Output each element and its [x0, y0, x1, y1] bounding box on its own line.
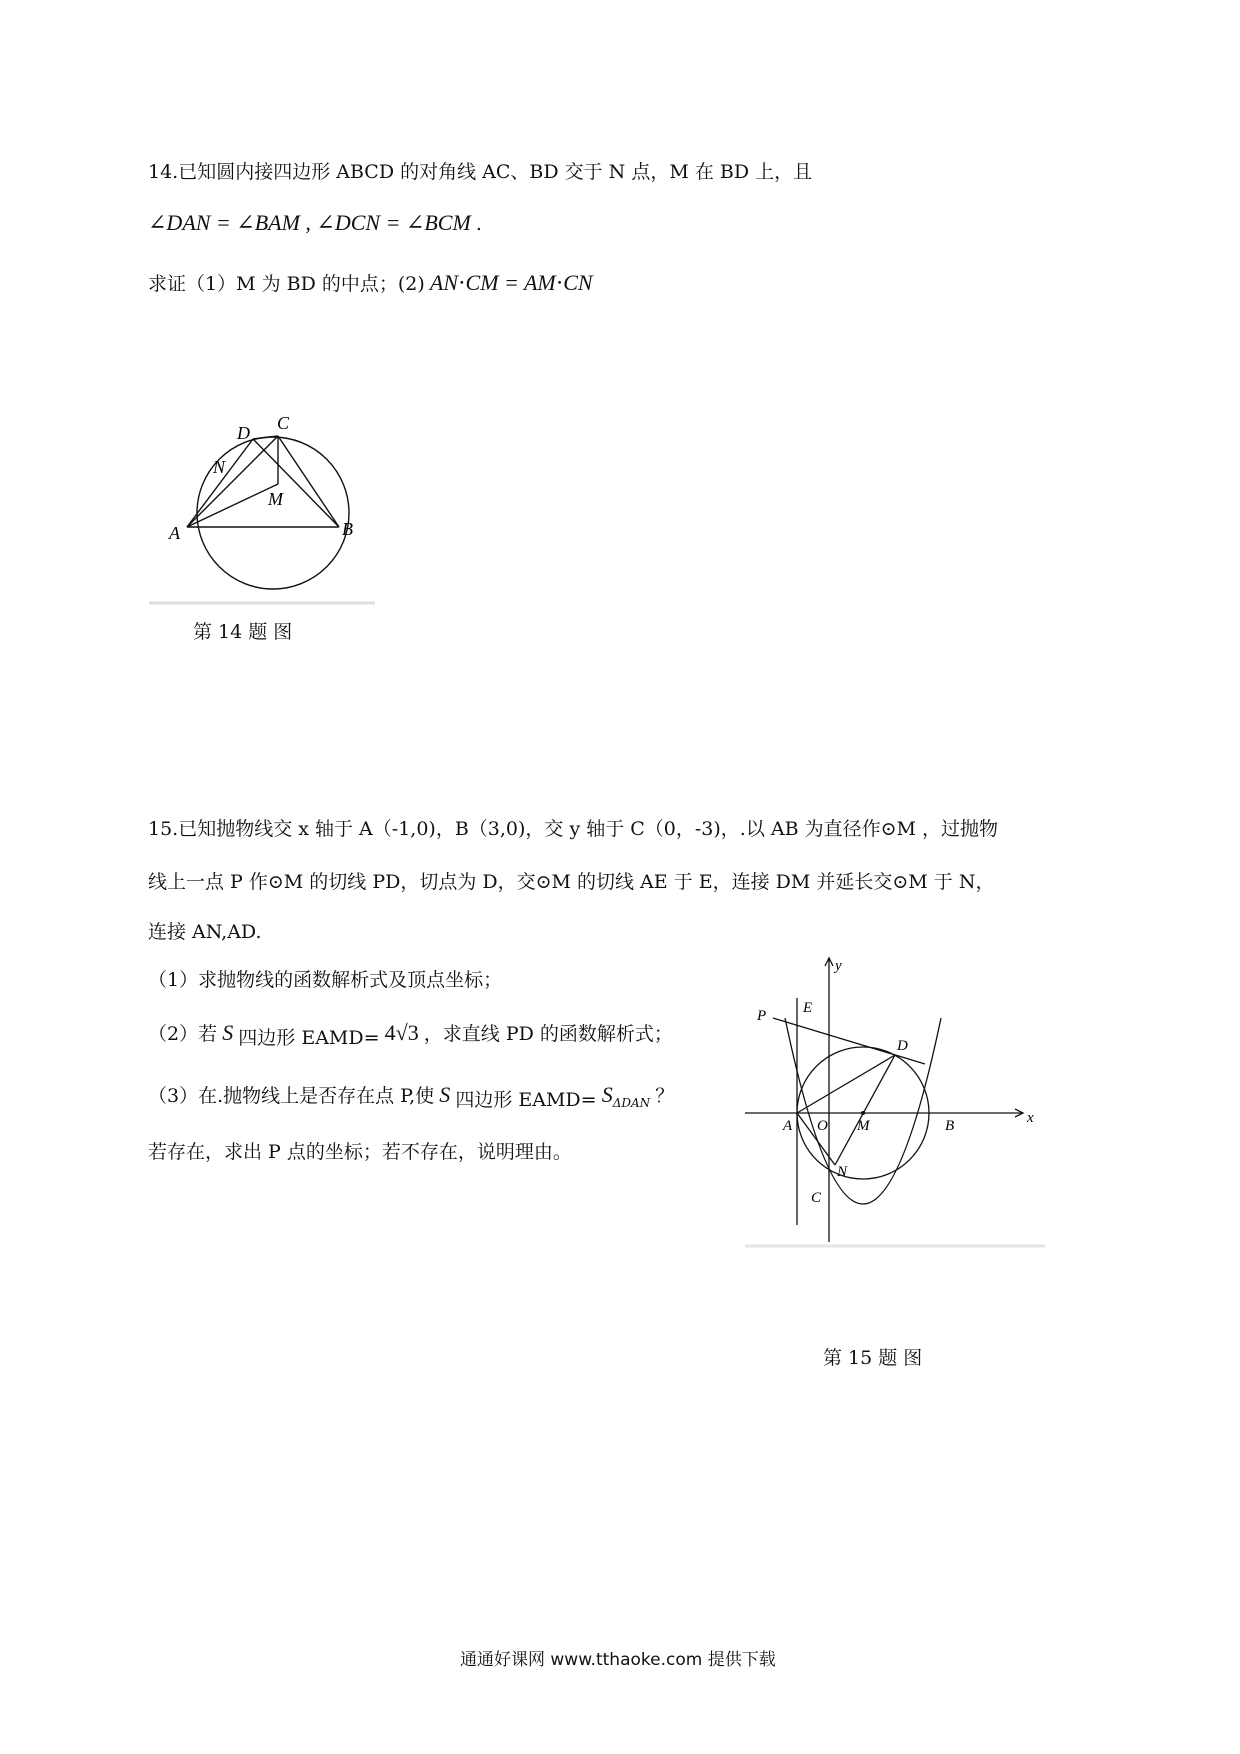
question-3 [148, 1082, 675, 1111]
problem15-line2: 线上一点 P 作⊙M 的切线 PD，切点为 D，交⊙M 的切线 AE 于 E，连接 DM 并延长交⊙M 于 N， [148, 871, 995, 893]
problem14-prove [148, 270, 593, 296]
q3-subscript: 四边形 EAMD= [455, 1089, 597, 1111]
figure14-caption: 第 14 题 图 [193, 621, 293, 643]
label-x: x [1027, 1110, 1034, 1126]
q3-suffix: ？ [655, 1085, 675, 1107]
label-a: A [169, 523, 180, 543]
label-d: D [237, 423, 250, 443]
condition-period: . [475, 213, 482, 235]
label-a: A [783, 1118, 793, 1134]
question-1: （1）求抛物线的函数解析式及顶点坐标； [148, 969, 503, 991]
q3-prefix: （3）在.抛物线上是否存在点 P,使 [148, 1085, 435, 1107]
label-p: P [757, 1008, 767, 1024]
prove-text: 求证（1）M 为 BD 的中点；(2) [148, 273, 425, 295]
label-d: D [897, 1038, 908, 1054]
q2-subscript: 四边形 EAMD= [238, 1027, 380, 1049]
label-m: M [268, 489, 283, 509]
label-n: N [213, 457, 226, 477]
figure15-caption: 第 15 题 图 [823, 1347, 923, 1369]
angle-condition: ∠DAN = ∠BAM , ∠DCN = ∠BCM [148, 210, 471, 235]
q2-area-symbol: S [222, 1020, 234, 1045]
label-o: O [817, 1118, 828, 1134]
segment-ad [797, 1055, 895, 1113]
label-e: E [803, 1000, 813, 1016]
q3-subscript-2: ΔDAN [612, 1096, 651, 1110]
label-m: M [857, 1118, 870, 1134]
problem14-statement: 14.已知圆内接四边形 ABCD 的对角线 AC、BD 交于 N 点，M 在 BD 上，且 [148, 161, 813, 183]
diagonal-bd [253, 439, 339, 527]
q2-prefix: （2）若 [148, 1023, 218, 1045]
q2-value: 4√3 [384, 1020, 419, 1045]
q3-area-symbol: S [439, 1082, 451, 1107]
segment-dn [835, 1055, 895, 1165]
label-y: y [835, 958, 842, 974]
problem15-line1: 15.已知抛物线交 x 轴于 A（-1,0)，B（3,0)，交 y 轴于 C（0，-3)，.以 AB 为直径作⊙M ，过抛物 [148, 818, 999, 840]
prove-formula: AN⋅CM = AM⋅CN [429, 270, 593, 295]
problem14-condition [148, 210, 482, 236]
q3-area-symbol-2: S [601, 1082, 613, 1107]
segment-ad [187, 439, 253, 527]
problem15-line3: 连接 AN,AD. [148, 921, 262, 943]
label-n: N [837, 1164, 848, 1180]
page-footer: 通通好课网 www.tthaoke.com 提供下载 [460, 1650, 776, 1670]
problem14-figure [145, 405, 375, 605]
question-3-line2: 若存在，求出 P 点的坐标；若不存在，说明理由。 [148, 1141, 572, 1163]
label-c: C [277, 413, 290, 433]
label-b: B [945, 1118, 955, 1134]
q2-suffix: ，求直线 PD 的函数解析式； [423, 1023, 673, 1045]
segment-cb [278, 436, 339, 527]
problem15-figure [745, 950, 1065, 1250]
question-2 [148, 1020, 673, 1049]
label-c: C [811, 1190, 822, 1206]
point-m-dot [861, 1111, 865, 1115]
label-b: B [342, 519, 353, 539]
